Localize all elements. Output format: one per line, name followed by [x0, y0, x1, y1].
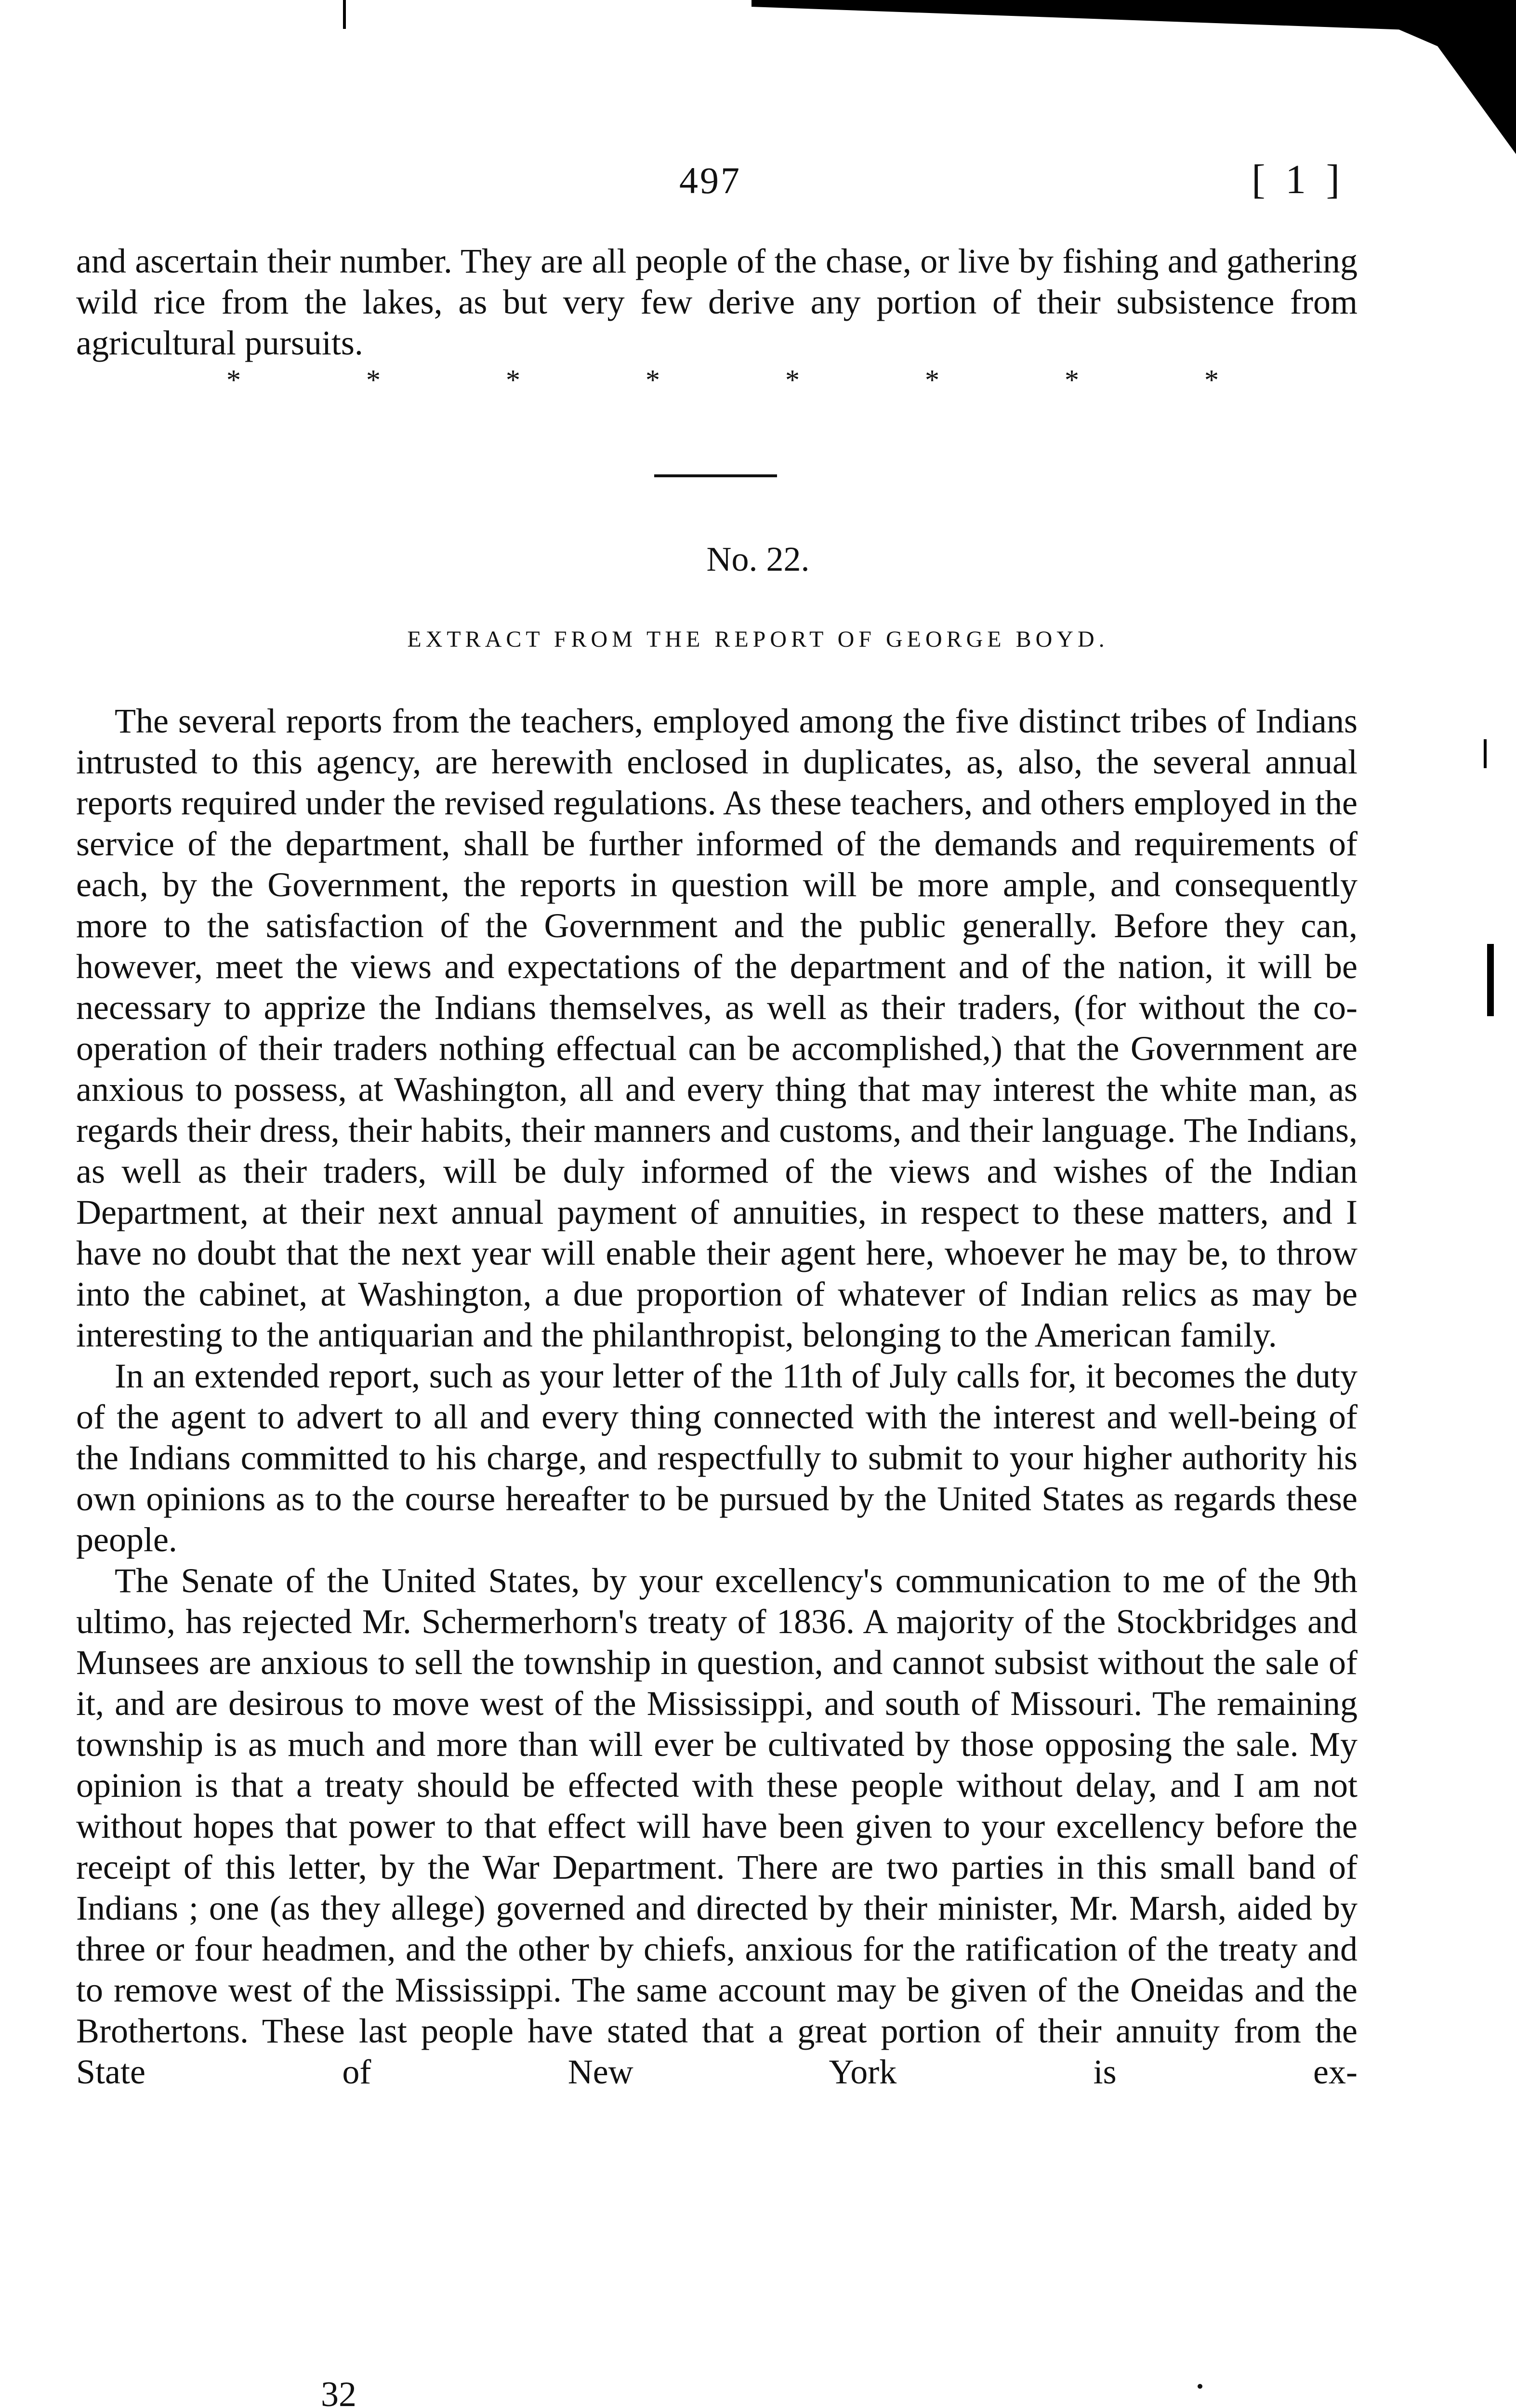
print-dot: [1198, 2384, 1202, 2389]
section-rule: [654, 474, 777, 477]
asterisk-divider: [226, 364, 1219, 397]
paragraph-continuation: and ascertain their number. They are all people of the chase, or live by fishing and gathering wild rice from the lakes, as but very few derive any portion of their subsistence from agricultural pursuits.: [76, 242, 1358, 362]
asterisk: *: [646, 364, 660, 396]
paragraph: The several reports from the teachers, employed among the five distinct tribes of Indians intrusted to this agency, are herewith enclosed in duplicates, as, also, the several annual reports required under the revised regulations. As these teachers, and others employed in the service of the department, shall be further informed of the demands and requirements of each, by the Government, the reports in question will be more ample, and consequently more to the satisfaction of the Government and the public generally. Before they can, however, meet the views and expectations of the department and of the nation, it will be necessary to apprize the Indians themselves, as well as their traders, (for without the co-operation of their traders nothing effectual can be accomplished,) that the Government are anxious to possess, at Washington, all and every thing that may interest the white man, as regards their dress, their habits, their manners and customs, and their language. The Indians, as well as their traders, will be duly informed of the views and wishes of the Indian Department, at their next annual payment of annuities, in respect to these matters, and I have no doubt that the next year will enable their agent here, whoever he may be, to throw into the cabinet, at Washington, a due proportion of whatever of Indian relics as may be interesting to the antiquarian and the philanthropist, belonging to the American family.: [76, 702, 1358, 1354]
asterisk: *: [785, 364, 800, 396]
asterisk: *: [226, 364, 241, 396]
continued-paragraph: [76, 241, 1358, 364]
paragraph: The Senate of the United States, by your excellency's communication to me of the 9th ultimo, has rejected Mr. Schermerhorn's treaty of 1836. A majority of the Stockbridges and Munsees are anxious to sell the township in question, and cannot subsist without the sale of it, and are desirous to move west of the Mississippi, and south of Missouri. The remaining township is as much and more than will ever be cultivated by those opposing the sale. My opinion is that a treaty should be effected with these people without delay, and I am not without hopes that power to that effect will have been given to your excellency before the receipt of this letter, by the War Department. There are two parties in this small band of Indians ; one (as they allege) governed and directed by their minister, Mr. Marsh, aided by three or four headmen, and the other by chiefs, anxious for the ratification of the treaty and to remove west of the Mississippi. The same account may be given of the Oneidas and the Brothertons. These last people have stated that a great portion of their annuity from the State of New York is ex-: [76, 1561, 1358, 2091]
asterisk: *: [506, 364, 520, 396]
report-body: [76, 701, 1358, 2093]
asterisk: *: [366, 364, 381, 396]
scan-mark-margin-small: [1484, 739, 1487, 768]
scan-mark-top: [343, 0, 346, 29]
paragraph: In an extended report, such as your letter of the 11th of July calls for, it becomes the duty of the agent to advert to all and every thing connected with the interest and well-being of the Indians committed to his charge, and respectfully to submit to your higher authority his own opinions as to the course hereafter to be pursued by the United States as regards these people.: [76, 1357, 1358, 1559]
asterisk: *: [1065, 364, 1079, 396]
asterisk: *: [1204, 364, 1219, 396]
scan-mark-margin: [1487, 944, 1494, 1016]
section-number: No. 22.: [706, 540, 810, 578]
document-number: [ 1 ]: [1252, 156, 1345, 202]
page-number: 497: [679, 159, 741, 201]
signature-mark: 32: [321, 2375, 356, 2408]
asterisk: *: [925, 364, 939, 396]
section-title: EXTRACT FROM THE REPORT OF GEORGE BOYD.: [407, 627, 1109, 652]
